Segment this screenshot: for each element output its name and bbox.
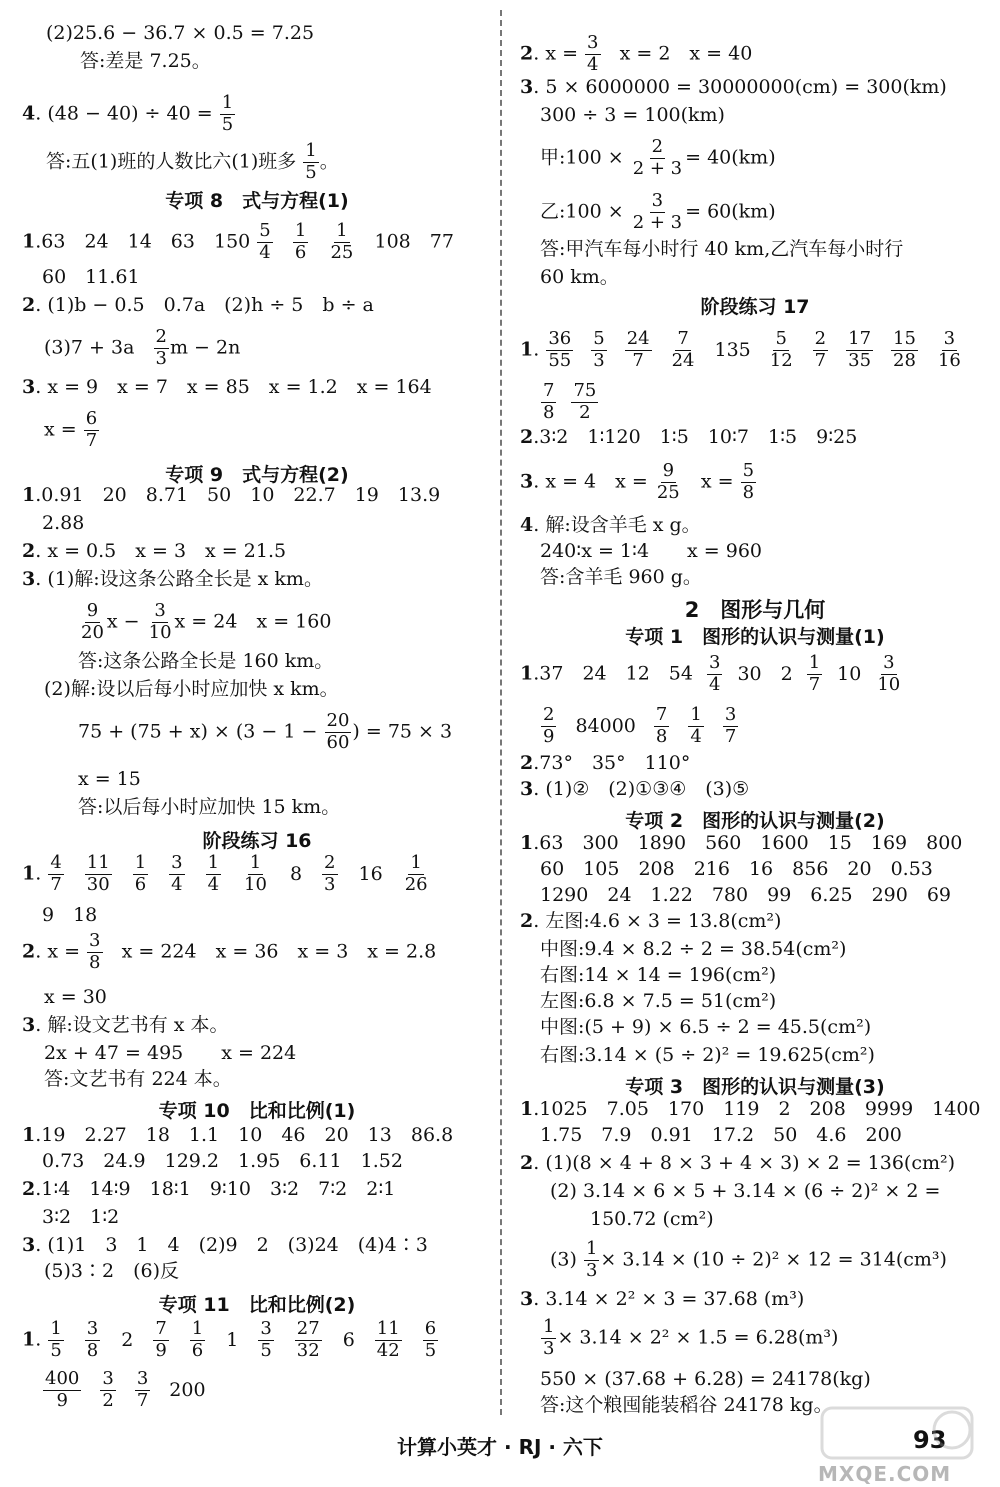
line: 2. x = $\frac{3}{4}$ x = 2 x = 40 xyxy=(520,32,753,75)
answer-line: 答:五(1)班的人数比六(1)班多 $\frac{1}{5}$ 。 xyxy=(46,140,339,183)
fraction: $\frac{24}{7}$ xyxy=(626,328,650,371)
line: 3. 3.14 × 2² × 3 = 37.68 (m³) xyxy=(520,1288,805,1310)
line: 3. x = 4 x = $\frac{9}{25}$ x = $\frac{5}{8}$ xyxy=(520,460,755,503)
fraction: $\frac{11}{30}$ xyxy=(86,852,110,895)
line: 0.73 24.9 129.2 1.95 6.11 1.52 xyxy=(42,1150,403,1172)
section-title: 专项 11 比和比例(2) xyxy=(158,1294,356,1316)
fraction: $\frac{3}{7}$ xyxy=(136,1368,149,1411)
fraction: $\frac{1}{5}$ xyxy=(305,140,317,183)
fraction-row: 1.37 24 12 54 $\frac{3}{4}$ 30 2 $\frac{1}{7}$ 10 $\frac{3}{10}$ xyxy=(520,654,903,695)
value: 200 xyxy=(169,1378,206,1401)
line: 2. x = $\frac{3}{8}$ x = 224 x = 36 x = 3 x = 2.8 xyxy=(22,930,437,973)
line: 右图:3.14 × (5 ÷ 2)² = 19.625(cm²) xyxy=(540,1044,875,1066)
fraction: $\frac{27}{32}$ xyxy=(296,1318,320,1361)
answer-line: 答:这条公路全长是 160 km。 xyxy=(78,650,334,672)
equation-line: 乙:100 × $\frac{3}{2 + 3}$ = 60(km) xyxy=(540,190,776,233)
fraction-list xyxy=(540,704,739,747)
line: 4. (48 − 40) ÷ 40 = $\frac{1}{5}$ xyxy=(22,92,234,135)
fraction: $\frac{1}{6}$ xyxy=(294,220,307,263)
line: 2.1∶4 14∶9 18∶1 9∶10 3∶2 7∶2 2∶1 xyxy=(22,1178,396,1200)
section-title: 专项 9 式与方程(2) xyxy=(165,464,349,486)
fraction-row: 1. $\frac{1}{5}$ $\frac{3}{8}$ 2 $\frac{7}{9}$ $\frac{1}{6}$ 1 $\frac{3}{5}$ $\frac{27}{32}$ 6 $\frac{11}{42}$ $\frac{6}{5}$ xyxy=(22,1320,439,1361)
line: 1.63 300 1890 560 1600 15 169 800 xyxy=(520,832,963,854)
column-divider xyxy=(500,10,502,1415)
line: x = 15 xyxy=(78,768,141,790)
line: 2. 左图:4.6 × 3 = 13.8(cm²) xyxy=(520,910,782,932)
fraction: $\frac{2}{9}$ xyxy=(543,704,555,747)
fraction: $\frac{3}{10}$ xyxy=(148,600,172,643)
fraction: $\frac{3}{4}$ xyxy=(171,852,183,895)
value: .37 24 12 54 xyxy=(533,662,693,685)
value: 10 xyxy=(837,662,862,685)
line: 中图:(5 + 9) × 6.5 ÷ 2 = 45.5(cm²) xyxy=(540,1016,872,1038)
fraction-row xyxy=(42,1370,206,1411)
equation-line: 75 + (75 + x) × (3 − 1 − $\frac{20}{60}$ ) = 75 × 3 xyxy=(78,710,453,753)
line: 2. (1)b − 0.5 0.7a (2)h ÷ 5 b ÷ a xyxy=(22,294,374,316)
section-title: 专项 2 图形的认识与测量(2) xyxy=(625,810,885,832)
line: 60 km。 xyxy=(540,266,619,288)
line: 中图:9.4 × 8.2 ÷ 2 = 38.54(cm²) xyxy=(540,938,847,960)
fraction: $\frac{1}{3}$ xyxy=(543,1316,555,1359)
fraction-list xyxy=(42,1368,206,1411)
answer-line: 答:差是 7.25。 xyxy=(80,50,211,72)
line: 1290 24 1.22 780 99 6.25 290 69 xyxy=(540,884,952,906)
fraction: $\frac{1}{10}$ xyxy=(244,852,267,895)
answer-line: 答:以后每小时应加快 15 km。 xyxy=(78,796,341,818)
fraction: $\frac{3}{2 + 3}$ xyxy=(632,190,683,233)
line: (3)7 + 3a $\frac{2}{3}$ m − 2n xyxy=(44,326,241,369)
line: 2.3∶2 1∶120 1∶5 10∶7 1∶5 9∶25 xyxy=(520,426,858,448)
answer-line: 答:这个粮囤能装稻谷 24178 kg。 xyxy=(540,1394,833,1416)
page-number: 93 xyxy=(913,1426,947,1454)
fraction: $\frac{2}{2 + 3}$ xyxy=(632,136,683,179)
fraction: $\frac{20}{60}$ xyxy=(326,710,350,753)
line: 1.75 7.9 0.91 17.2 50 4.6 200 xyxy=(540,1124,902,1146)
line: 150.72 (cm²) xyxy=(590,1208,714,1230)
footer-title: 计算小英才 · RJ · 六下 xyxy=(397,1435,603,1459)
fraction-list xyxy=(540,380,599,423)
fraction: $\frac{7}{24}$ xyxy=(671,328,695,371)
line: 3. (1)解:设这条公路全长是 x km。 xyxy=(22,568,323,590)
section-title: 专项 3 图形的认识与测量(3) xyxy=(625,1076,885,1098)
fraction: $\frac{75}{2}$ xyxy=(573,380,597,423)
value: 6 xyxy=(342,1328,355,1351)
fraction: $\frac{1}{4}$ xyxy=(690,704,702,747)
line: 右图:14 × 14 = 196(cm²) xyxy=(540,964,777,986)
line: 2. x = 0.5 x = 3 x = 21.5 xyxy=(22,540,287,562)
equation-line: $\frac{9}{20}$ x − $\frac{3}{10}$ x = 24 x = 160 xyxy=(81,600,332,643)
fraction: $\frac{1}{7}$ xyxy=(808,652,821,695)
fraction: $\frac{2}{7}$ xyxy=(814,328,827,371)
fraction-row: 1. $\frac{36}{55}$ $\frac{5}{3}$ $\frac{24}{7}$ $\frac{7}{24}$ 135 $\frac{5}{12}$ $\frac{2}{7}$ $\frac{17}{35}$ $\frac{15}{28}$ $\frac{3}{16}$ xyxy=(520,330,964,371)
line: 60 105 208 216 16 856 20 0.53 xyxy=(540,858,933,880)
fraction: $\frac{9}{20}$ xyxy=(81,600,104,643)
fraction: $\frac{36}{55}$ xyxy=(548,328,572,371)
section-title: 专项 10 比和比例(1) xyxy=(158,1100,356,1122)
value: 2 xyxy=(121,1328,134,1351)
value: 1 xyxy=(226,1328,239,1351)
line: 3. (1)② (2)①③④ (3)⑤ xyxy=(520,778,750,800)
fraction: $\frac{1}{5}$ xyxy=(221,92,234,135)
fraction: $\frac{3}{4}$ xyxy=(708,652,721,695)
line: x = $\frac{6}{7}$ xyxy=(44,408,98,451)
fraction: $\frac{5}{3}$ xyxy=(593,328,605,371)
fraction: $\frac{1}{26}$ xyxy=(404,852,428,895)
line: 3. x = 9 x = 7 x = 85 x = 1.2 x = 164 xyxy=(22,376,432,398)
fraction: $\frac{1}{25}$ xyxy=(330,220,354,263)
fraction: $\frac{15}{28}$ xyxy=(893,328,916,371)
line: 1.63 24 14 63 150 $\frac{5}{4}$ $\frac{1}{6}$ $\frac{1}{25}$ 108 77 xyxy=(22,220,454,263)
watermark-text: MXQE.COM xyxy=(818,1462,952,1486)
line: 550 × (37.68 + 6.28) = 24178(kg) xyxy=(540,1368,871,1390)
line: (2) 3.14 × 6 × 5 + 3.14 × (6 ÷ 2)² × 2 = xyxy=(550,1180,941,1202)
line: 60 11.61 xyxy=(42,266,140,288)
section-title: 专项 8 式与方程(1) xyxy=(165,190,349,212)
line: 9 18 xyxy=(42,904,98,926)
fraction: $\frac{2}{3}$ xyxy=(155,326,167,369)
line: 1.1025 7.05 170 119 2 208 9999 1400 xyxy=(520,1098,981,1120)
line: (2)25.6 − 36.7 × 0.5 = 7.25 xyxy=(46,22,315,44)
answer-line: 答:含羊毛 960 g。 xyxy=(540,566,702,588)
value: 30 2 xyxy=(737,662,793,685)
value: 84000 xyxy=(575,714,636,737)
value: 135 xyxy=(714,338,751,361)
section-title: 阶段练习 17 xyxy=(700,296,810,318)
line: 2x + 47 = 495 x = 224 xyxy=(44,1042,297,1064)
fraction: $\frac{3}{7}$ xyxy=(724,704,737,747)
fraction: $\frac{6}{5}$ xyxy=(424,1318,437,1361)
line: 3. 解:设文艺书有 x 本。 xyxy=(22,1014,229,1036)
line: 4. 解:设含羊毛 x g。 xyxy=(520,514,701,536)
line: 2. (1)(8 × 4 + 8 × 3 + 4 × 3) × 2 = 136(cm²) xyxy=(520,1152,956,1174)
fraction-row xyxy=(540,706,739,747)
fraction: $\frac{3}{8}$ xyxy=(89,930,101,973)
section-title: 阶段练习 16 xyxy=(202,830,312,852)
line: 3. (1)1 3 1 4 (2)9 2 (3)24 (4)4∶3 xyxy=(22,1234,428,1256)
line: 1.0.91 20 8.71 50 10 22.7 19 13.9 xyxy=(22,484,441,506)
fraction: $\frac{7}{8}$ xyxy=(543,380,555,423)
value: 16 xyxy=(358,862,383,885)
fraction: $\frac{3}{10}$ xyxy=(877,652,901,695)
line: 左图:6.8 × 7.5 = 51(cm²) xyxy=(540,990,777,1012)
line: 1.19 2.27 18 1.1 10 46 20 13 86.8 xyxy=(22,1124,454,1146)
answer-line: 答:文艺书有 224 本。 xyxy=(44,1068,232,1090)
fraction: $\frac{1}{6}$ xyxy=(134,852,147,895)
fraction-row xyxy=(540,382,599,423)
equation-line: $\frac{1}{3}$ × 3.14 × 2² × 1.5 = 6.28(m³) xyxy=(543,1316,839,1359)
value: 8 xyxy=(289,862,303,885)
equation-line: 甲:100 × $\frac{2}{2 + 3}$ = 40(km) xyxy=(540,136,776,179)
answer-line: 答:甲汽车每小时行 40 km,乙汽车每小时行 xyxy=(540,238,904,260)
line: 3. 5 × 6000000 = 30000000(cm) = 300(km) xyxy=(520,76,947,98)
fraction: $\frac{400}{9}$ xyxy=(45,1368,80,1411)
fraction: $\frac{3}{16}$ xyxy=(937,328,961,371)
fraction: $\frac{5}{12}$ xyxy=(769,328,793,371)
line: (2)解:设以后每小时应加快 x km。 xyxy=(44,678,339,700)
equation-line: (3) $\frac{1}{3}$ × 3.14 × (10 ÷ 2)² × 12 = 314(cm³) xyxy=(550,1238,947,1281)
line: 2.88 xyxy=(42,512,85,534)
fraction: $\frac{2}{3}$ xyxy=(324,852,336,895)
fraction: $\frac{9}{25}$ xyxy=(656,460,680,503)
fraction: $\frac{3}{8}$ xyxy=(86,1318,99,1361)
fraction: $\frac{3}{5}$ xyxy=(260,1318,272,1361)
fraction: $\frac{1}{4}$ xyxy=(207,852,220,895)
line: 300 ÷ 3 = 100(km) xyxy=(540,104,725,126)
line: 2.73° 35° 110° xyxy=(520,752,691,774)
fraction-row: 1. $\frac{4}{7}$ $\frac{11}{30}$ $\frac{1}{6}$ $\frac{3}{4}$ $\frac{1}{4}$ $\frac{1}{10}$ 8 $\frac{2}{3}$ 16 $\frac{1}{26}$ xyxy=(22,854,431,895)
fraction: $\frac{4}{7}$ xyxy=(50,852,62,895)
fraction: $\frac{3}{4}$ xyxy=(587,32,599,75)
fraction: $\frac{1}{6}$ xyxy=(191,1318,204,1361)
chapter-title: 2 图形与几何 xyxy=(684,598,826,622)
line: (5)3∶2 (6)反 xyxy=(44,1260,180,1282)
fraction: $\frac{5}{8}$ xyxy=(742,460,755,503)
fraction: $\frac{6}{7}$ xyxy=(85,408,98,451)
fraction: $\frac{7}{9}$ xyxy=(155,1318,167,1361)
section-title: 专项 1 图形的认识与测量(1) xyxy=(625,626,885,648)
fraction: $\frac{1}{3}$ xyxy=(585,1238,598,1281)
fraction: $\frac{11}{42}$ xyxy=(376,1318,400,1361)
fraction: $\frac{7}{8}$ xyxy=(655,704,668,747)
line: 240∶x = 1∶4 x = 960 xyxy=(540,540,763,562)
line: 3∶2 1∶2 xyxy=(42,1206,120,1228)
fraction: $\frac{5}{4}$ xyxy=(259,220,271,263)
fraction: $\frac{17}{35}$ xyxy=(848,328,872,371)
fraction: $\frac{3}{2}$ xyxy=(102,1368,114,1411)
line: x = 30 xyxy=(44,986,107,1008)
fraction: $\frac{1}{5}$ xyxy=(50,1318,62,1361)
